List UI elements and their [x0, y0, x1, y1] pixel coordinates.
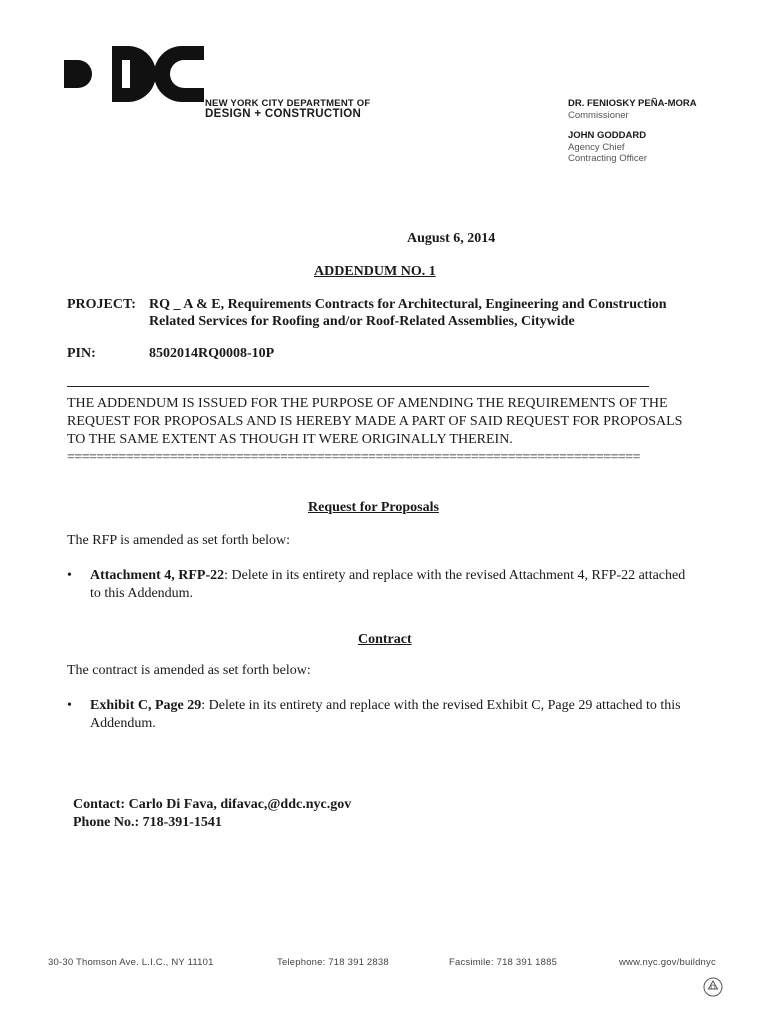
section-heading-rfp: Request for Proposals [308, 500, 439, 515]
pin-label: PIN: [67, 346, 96, 361]
contact-block [73, 796, 351, 832]
bullet-icon: • [67, 568, 72, 583]
ddc-logo [64, 46, 214, 102]
official-commissioner [568, 98, 697, 121]
bullet-icon: • [67, 698, 72, 713]
pin-value: 8502014RQ0008-10P [149, 346, 275, 361]
bullet-text: : Delete in its entirety and replace with the revised Exhibit C, Page 29 attached to this Addendum. [90, 698, 681, 731]
bullet-text: : Delete in its entirety and replace with the revised Attachment 4, RFP-22 attached to this Addendum. [90, 568, 686, 601]
official-acco [568, 130, 697, 165]
separator-line: ============================================================================== [67, 450, 640, 465]
contact-line: Contact: Carlo Di Fava, difavac,@ddc.nyc.gov [73, 797, 352, 812]
agency-name [205, 98, 370, 120]
project-line-2: Related Services for Roofing and/or Roof-Related Assemblies, Citywide [149, 314, 575, 329]
project-block [67, 296, 667, 330]
agency-line-1: NEW YORK CITY DEPARTMENT OF [205, 98, 371, 109]
divider-line [67, 386, 649, 387]
official-title: Commissioner [568, 109, 629, 121]
bullet-bold: Attachment 4, RFP-22 [90, 568, 225, 583]
footer-website: www.nyc.gov/buildnyc [619, 957, 716, 968]
document-date: August 6, 2014 [407, 231, 496, 246]
section-heading-contract: Contract [358, 632, 412, 647]
agency-line-2: DESIGN + CONSTRUCTION [205, 108, 362, 120]
footer-address: 30-30 Thomson Ave. L.I.C., NY 11101 [48, 957, 214, 968]
official-name: JOHN GODDARD [568, 130, 647, 141]
footer-telephone: Telephone: 718 391 2838 [277, 957, 389, 968]
official-title: Contracting Officer [568, 153, 648, 164]
purpose-statement: THE ADDENDUM IS ISSUED FOR THE PURPOSE OF AMENDING THE REQUIREMENTS OF THE REQUEST FOR PROPOSALS AND IS HEREBY MADE A PART OF SAID REQUEST FOR PROPOSALS TO THE SAME EXTENT AS THOUGH IT WERE ORIGINALLY THEREIN. [67, 396, 683, 447]
bullet-item-rfp [67, 567, 687, 603]
section-intro-contract: The contract is amended as set forth below: [67, 663, 311, 678]
project-line-1: RQ _ A & E, Requirements Contracts for Architectural, Engineering and Construction [149, 297, 667, 312]
recycle-seal-icon [703, 977, 723, 997]
section-intro-rfp: The RFP is amended as set forth below: [67, 533, 291, 548]
bullet-bold: Exhibit C, Page 29 [90, 698, 202, 713]
phone-line: Phone No.: 718-391-1541 [73, 815, 222, 830]
footer-facsimile: Facsimile: 718 391 1885 [449, 957, 558, 968]
pin-block [67, 346, 274, 362]
project-label: PROJECT: [67, 297, 136, 312]
officials-block [568, 98, 697, 165]
addendum-title: ADDENDUM NO. 1 [314, 264, 436, 279]
bullet-item-contract [67, 697, 687, 733]
official-name: DR. FENIOSKY PEÑA-MORA [568, 98, 697, 109]
official-title: Agency Chief [568, 141, 625, 153]
